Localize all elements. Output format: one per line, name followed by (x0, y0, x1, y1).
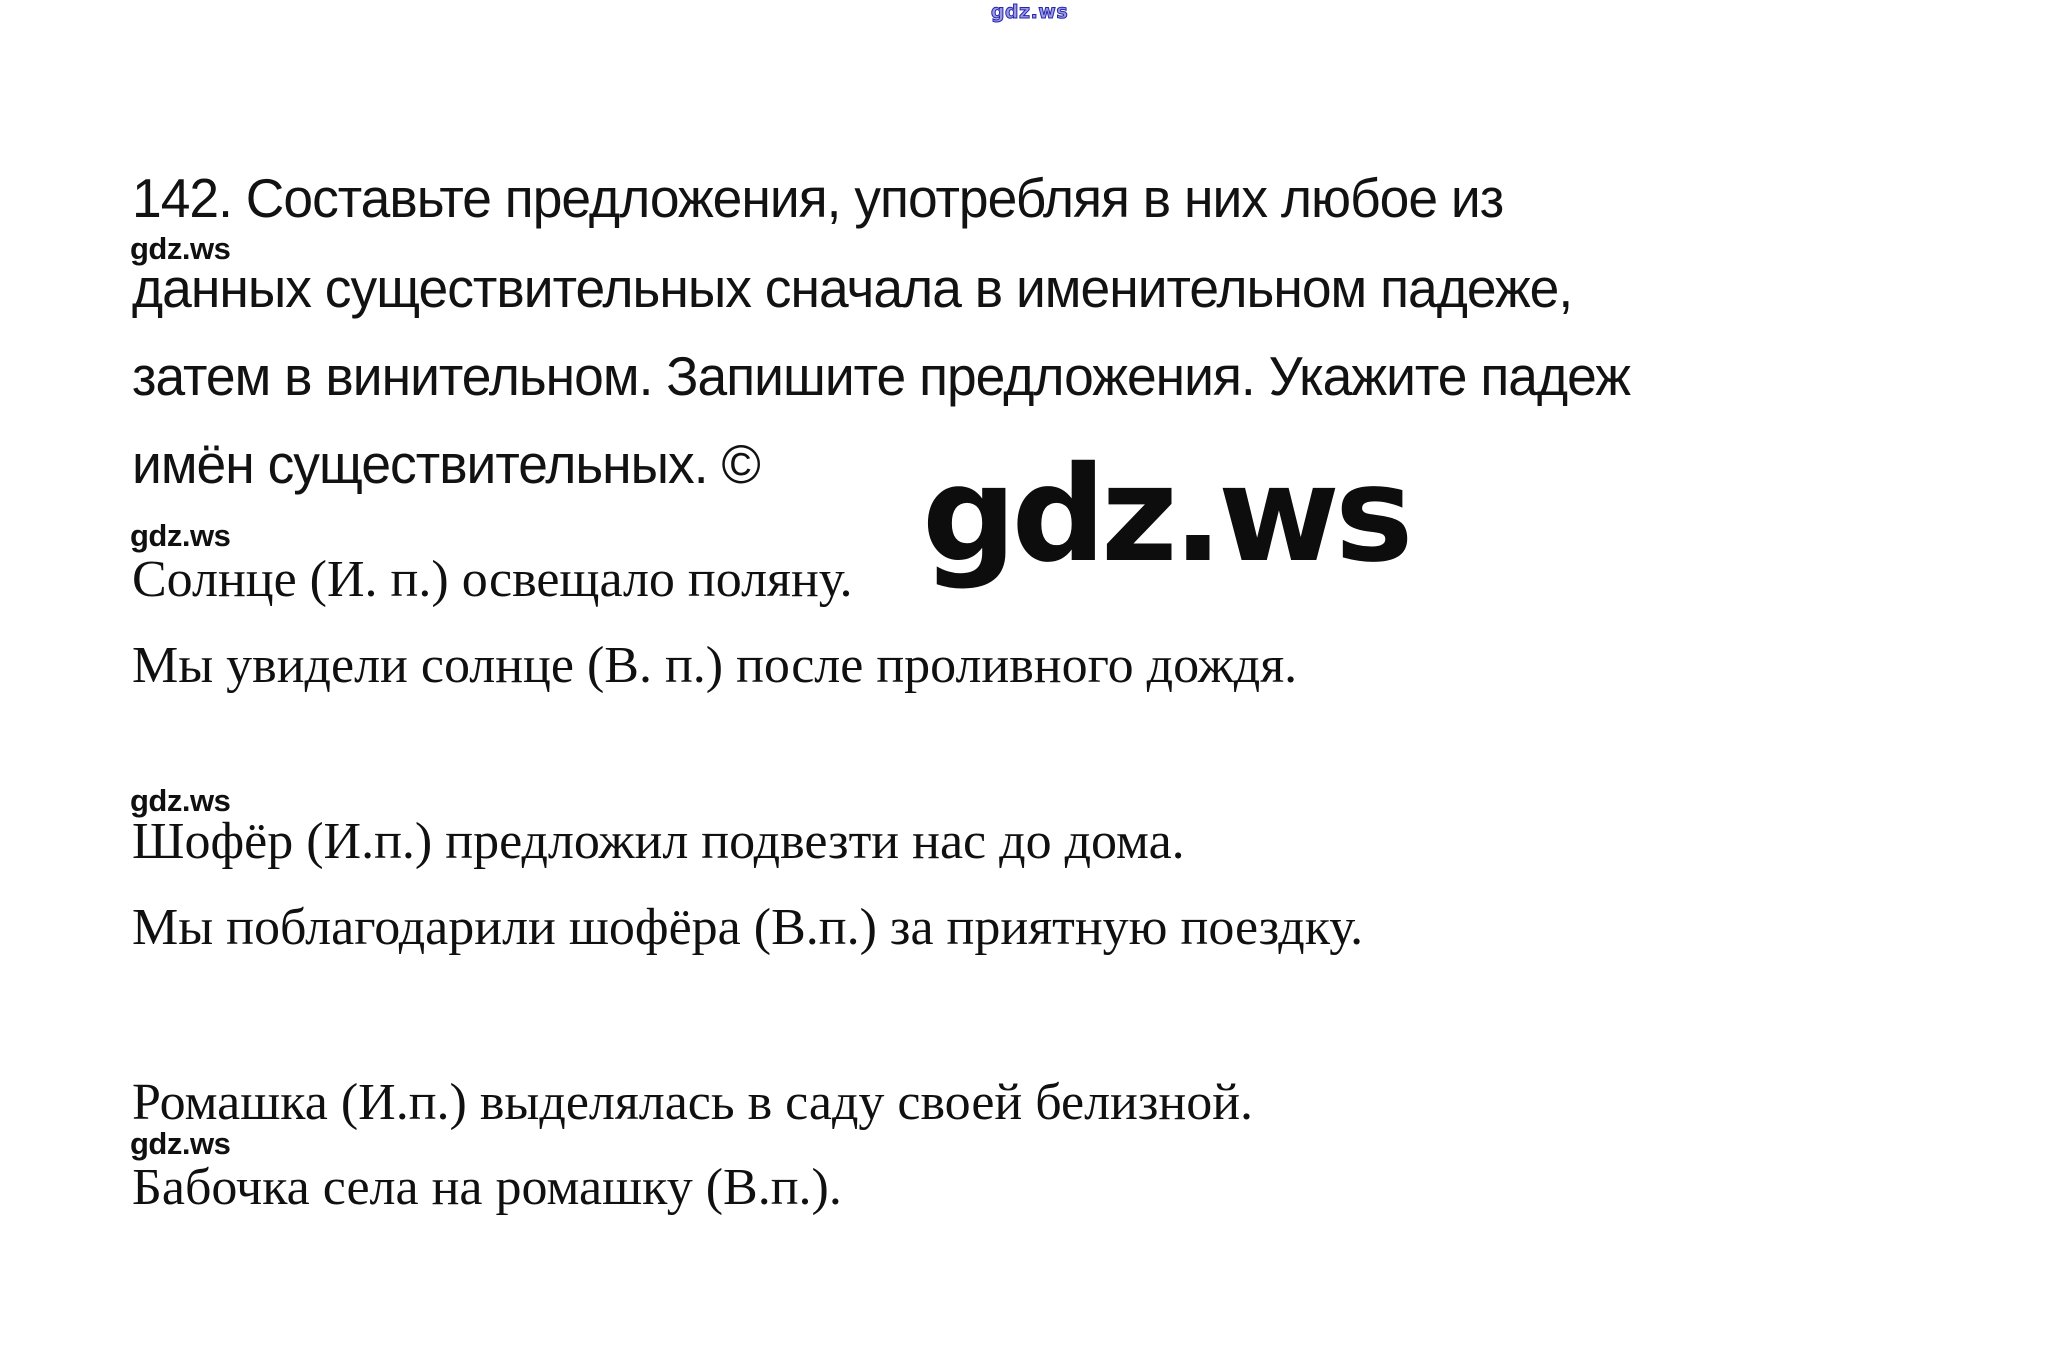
answer-sentence: Мы увидели солнце (В. п.) после проливного дождя. (132, 637, 1298, 694)
answer-sentence: Мы поблагодарили шофёра (В.п.) за приятную поездку. (132, 899, 1364, 956)
site-watermark-inline-1: gdz.ws (130, 231, 231, 266)
site-watermark-inline-2: gdz.ws (130, 518, 231, 553)
answer-sentence: Бабочка села на ромашку (В.п.). (132, 1159, 842, 1216)
site-watermark-large: gdz.ws (922, 438, 1409, 592)
site-watermark-top: gdz.ws (990, 1, 1069, 23)
answer-sentence: Солнце (И. п.) освещало поляну. (132, 551, 853, 608)
task-text-line-3: затем в винительном. Запишите предложения. Укажите падеж (132, 345, 1630, 407)
site-watermark-inline-3: gdz.ws (130, 783, 231, 818)
answer-sentence: Шофёр (И.п.) предложил подвезти нас до дома. (132, 813, 1185, 870)
task-text-line-1: 142. Составьте предложения, употребляя в них любое из (132, 167, 1504, 229)
task-text-line-4: имён существительных. © (132, 433, 760, 495)
site-watermark-inline-4: gdz.ws (130, 1126, 231, 1161)
answer-sentence: Ромашка (И.п.) выделялась в саду своей белизной. (132, 1074, 1254, 1131)
task-text-line-2: данных существительных сначала в именительном падеже, (132, 257, 1573, 319)
